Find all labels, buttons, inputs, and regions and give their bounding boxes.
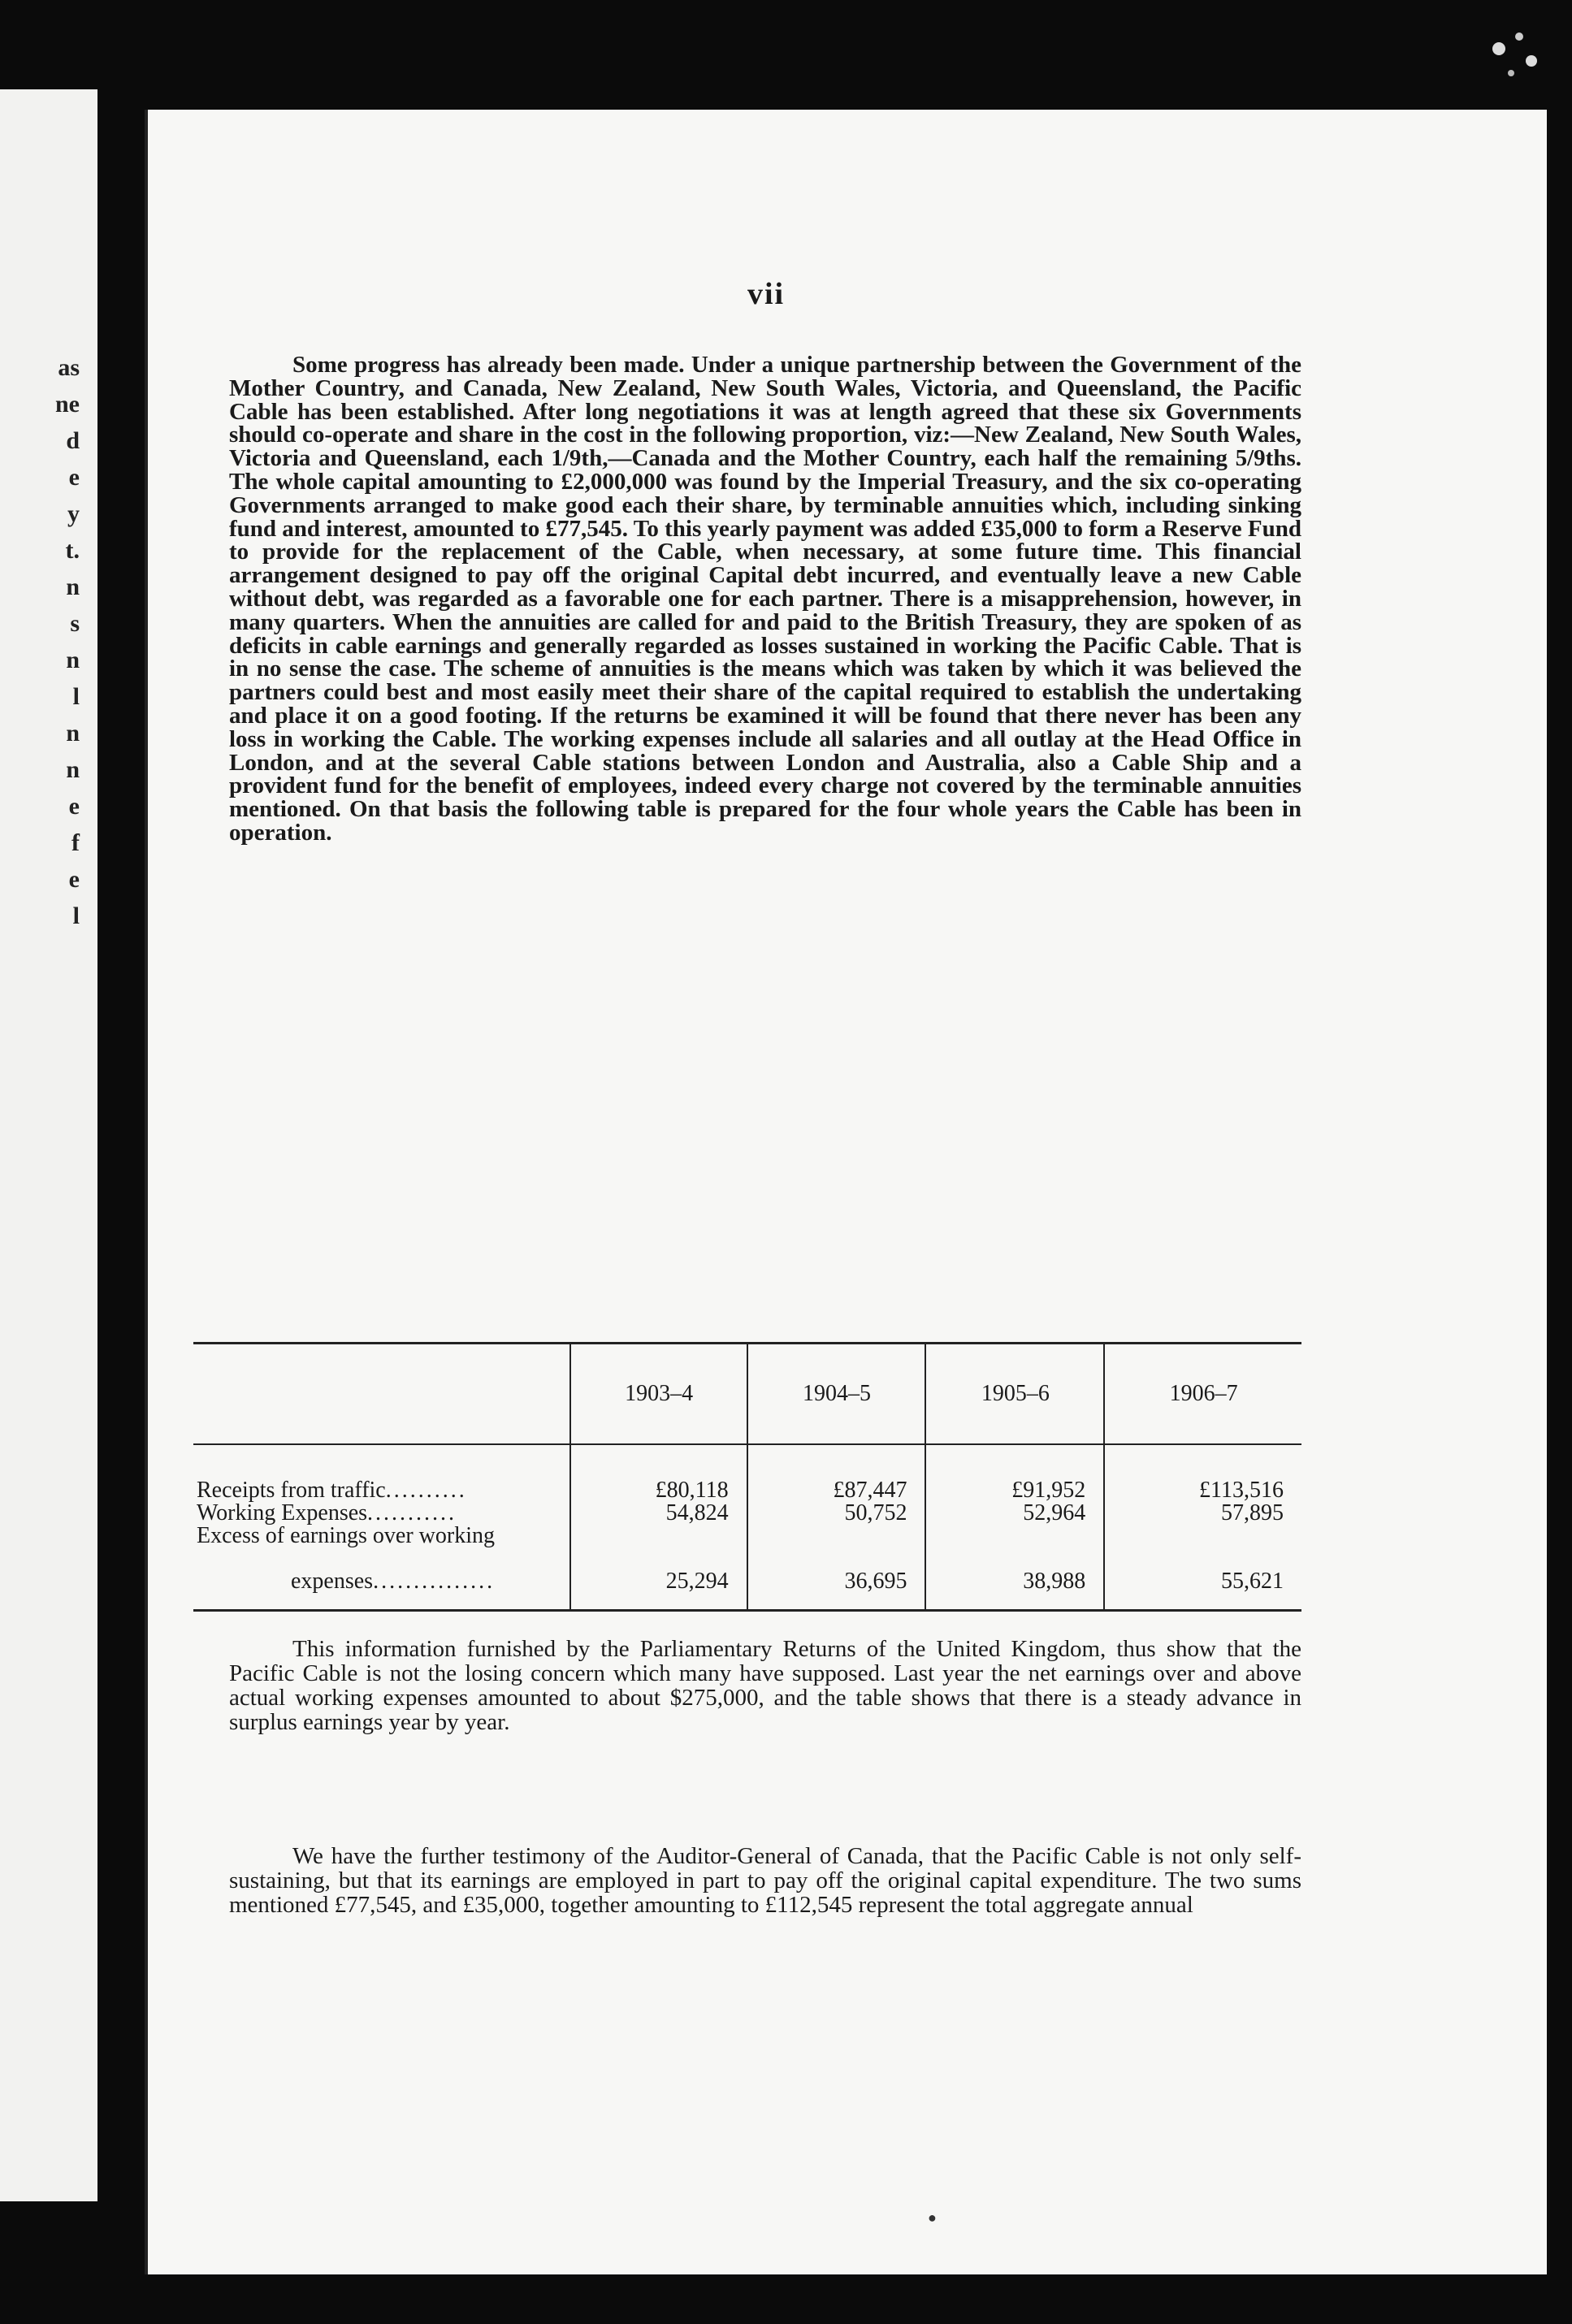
page-mark: ●: [928, 2209, 937, 2226]
cell-value: [925, 1525, 1104, 1547]
fragment: l: [72, 683, 80, 710]
cell-value: 54,824: [570, 1502, 747, 1525]
cell-value: 57,895: [1104, 1502, 1301, 1525]
left-page-edge: [0, 89, 97, 2201]
table-header-blank: [193, 1344, 570, 1445]
row-label: Receipts from traffic..........: [197, 1478, 467, 1503]
fragment: y: [67, 500, 80, 527]
year-header: 1906–7: [1104, 1344, 1301, 1445]
row-label: expenses...............: [193, 1547, 570, 1611]
paragraph-pacific-cable-history: Some progress has already been made. Under a unique partnership between the Government of the Mother Country, and Canada, New Zealand, New South Wales, Victoria, and Queensland, the Pacific Cable has been established. After long negotiations it was at length agreed that these six Governments should co-operate and share in the cost in the following proportion, viz:—New Zealand, New South Wales, Victoria and Queensland, each 1/9th,—Canada and the Mother Country, each half the remaining 5/9ths. The whole capital amounting to £2,000,000 was found by the Imperial Treasury, and the six co-operating Governments arranged to make good each their share, by terminable annuities which, including sinking fund and interest, amounted to £77,545. To this yearly payment was added £35,000 to form a Reserve Fund to provide for the replacement of the Cable, when necessary, at some future time. This financial arrangement designed to pay off the original Capital debt incurred, and eventually leave a new Cable without debt, was regarded as a favorable one for each partner. There is a misapprehension, however, in many quarters. When the annuities are called for and paid to the British Treasury, they are spoken of as deficits in cable earnings and generally regarded as losses sustained in working the Pacific Cable. That is in no sense the case. The scheme of annuities is the means which was taken by which it was believed the partners could best and most easily meet their share of the capital required to establish the undertaking and place it on a good footing. If the returns be examined it will be found that there never has been any loss in working the Cable. The working expenses include all salaries and all outlay at the Head Office in London, and at the several Cable stations between London and Australia, also a Cable Ship and a provident fund for the benefit of employees, indeed every charge not covered by the terminable annuities mentioned. On that basis the following table is prepared for the four whole years the Cable has been in operation.: [229, 352, 1301, 846]
fragment: n: [66, 720, 80, 747]
fragment: e: [68, 464, 80, 491]
year-header: 1904–5: [747, 1344, 926, 1445]
document-page: [145, 110, 1547, 2274]
cell-value: £113,516: [1104, 1444, 1301, 1502]
cell-value: £91,952: [925, 1444, 1104, 1502]
fragment: n: [66, 756, 80, 783]
table-row: [193, 1502, 1301, 1525]
fragment: f: [71, 829, 80, 856]
scan-noise: [1475, 16, 1556, 97]
table-row: [193, 1444, 1301, 1502]
table-header-row: [193, 1344, 1301, 1445]
cell-value: 38,988: [925, 1547, 1104, 1611]
earnings-table: [193, 1342, 1301, 1612]
cell-value: 55,621: [1104, 1547, 1301, 1611]
fragment: t.: [65, 537, 80, 564]
paragraph-parliamentary-returns: This information furnished by the Parliamentary Returns of the United Kingdom, thus show that the Pacific Cable is not the losing concern which many have supposed. Last year the net earnings over and above actual working expenses amounted to about $275,000, and the table shows that there is a steady advance in surplus earnings year by year.: [229, 1636, 1301, 1735]
table-row: [193, 1547, 1301, 1611]
cell-value: 50,752: [747, 1502, 926, 1525]
row-label: Excess of earnings over working: [197, 1523, 496, 1548]
fragment: l: [72, 902, 80, 929]
fragment: n: [66, 647, 80, 673]
fragment: e: [68, 793, 80, 820]
fragment: ne: [55, 391, 80, 418]
year-header: 1905–6: [925, 1344, 1104, 1445]
row-label: Working Expenses...........: [197, 1500, 457, 1526]
cell-value: 36,695: [747, 1547, 926, 1611]
cell-value: 52,964: [925, 1502, 1104, 1525]
paragraph-auditor-general: We have the further testimony of the Auditor-General of Canada, that the Pacific Cable is not only self-sustaining, but that its earnings are employed in part to pay off the original capital expenditure. The two sums mentioned £77,545, and £35,000, together amounting to £112,545 represent the total aggregate annual: [229, 1843, 1301, 1918]
fragment: e: [68, 866, 80, 893]
cell-value: 25,294: [570, 1547, 747, 1611]
fragment: s: [70, 610, 80, 637]
page-number: vii: [747, 277, 786, 311]
table-row: [193, 1525, 1301, 1547]
cell-value: £87,447: [747, 1444, 926, 1502]
fragment: n: [66, 573, 80, 600]
year-header: 1903–4: [570, 1344, 747, 1445]
cell-value: [570, 1525, 747, 1547]
fragment: as: [58, 354, 80, 381]
cell-value: [1104, 1525, 1301, 1547]
cell-value: [747, 1525, 926, 1547]
fragment: d: [66, 427, 80, 454]
cell-value: £80,118: [570, 1444, 747, 1502]
left-page-fragments: [55, 349, 80, 934]
